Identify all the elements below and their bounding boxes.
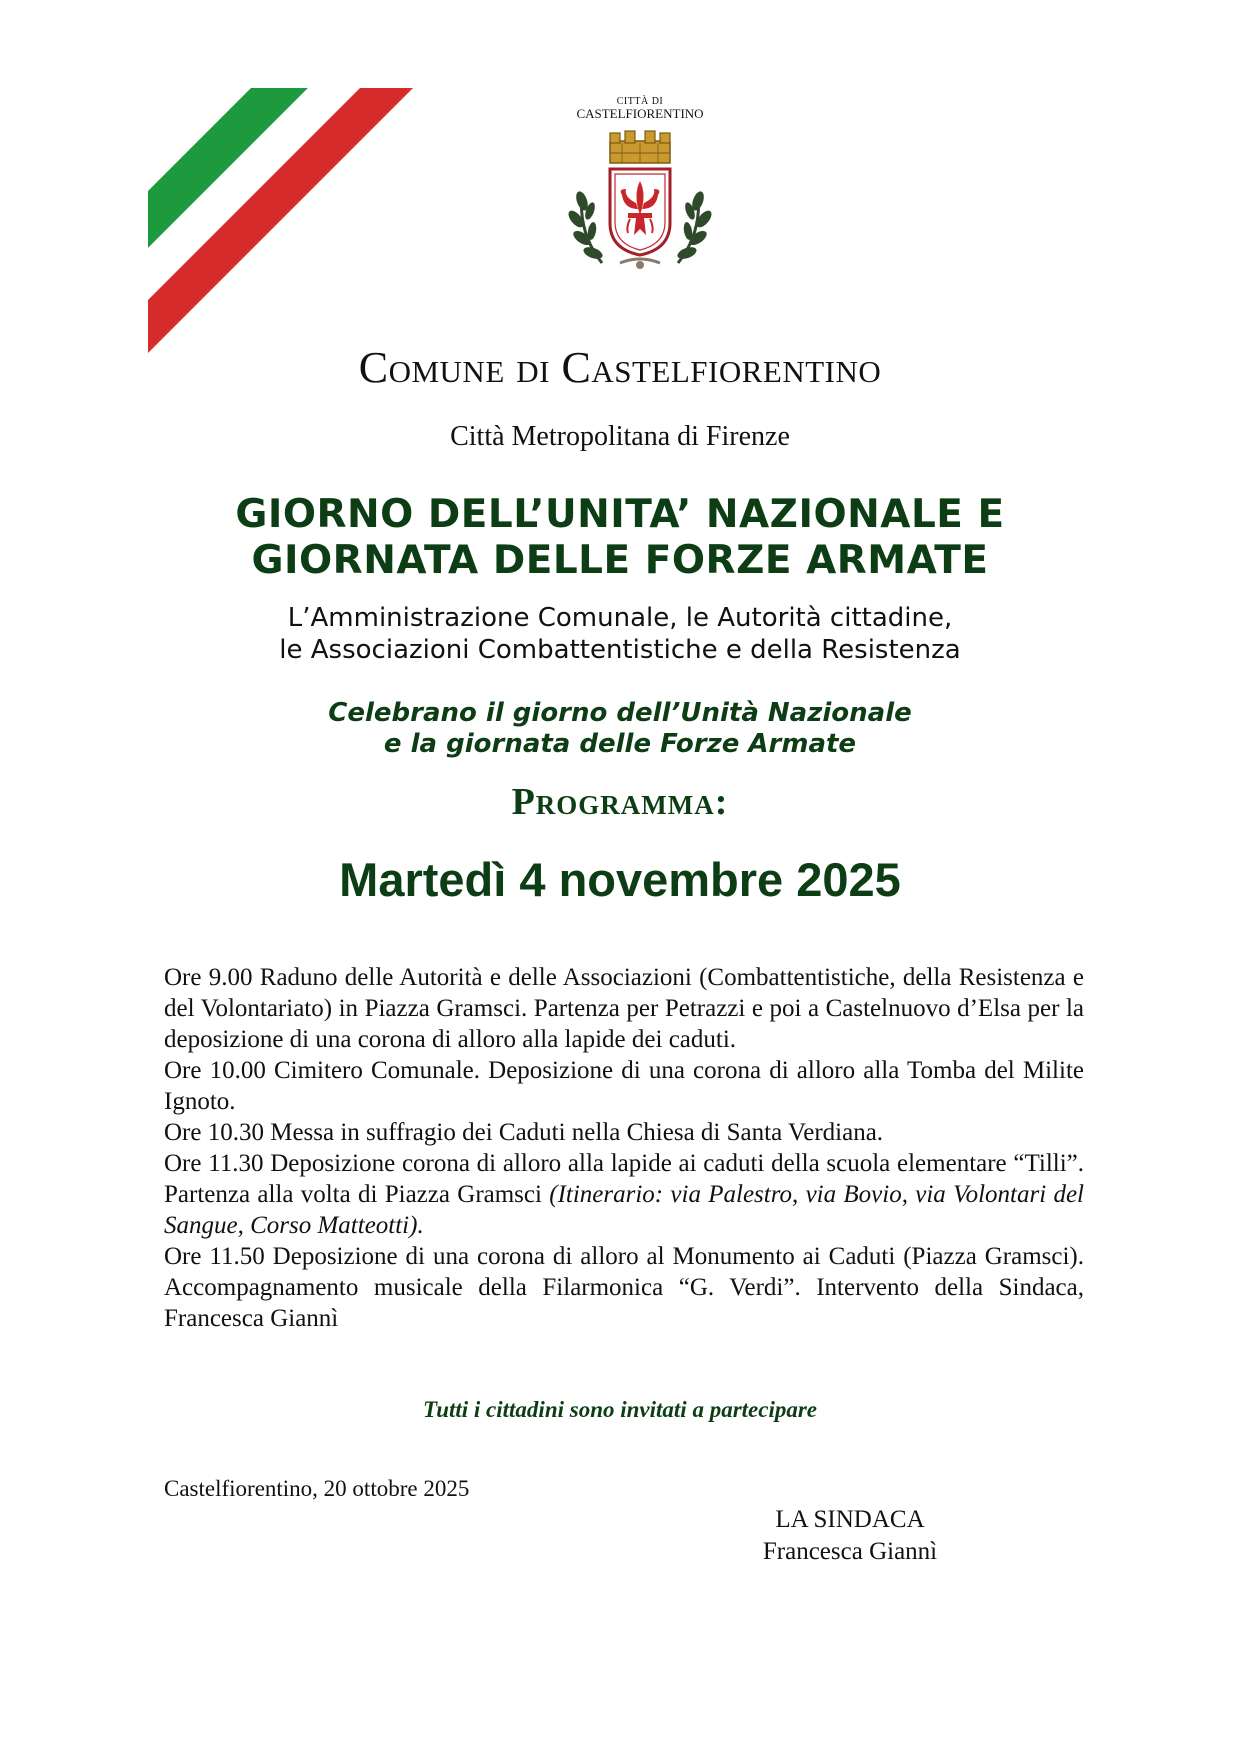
- program-item: Ore 9.00 Raduno delle Autorità e delle Associazioni (Combattentistiche, della Resistenza e del Volontariato) in Piazza Gramsci. Partenza per Petrazzi e poi a Castelnuovo d’Elsa per la deposizione di una corona di alloro alla lapide dei caduti.: [164, 964, 1084, 1053]
- program-item-text: Ore 11.30 Deposizione corona di alloro alla lapide ai caduti della scuola elementare “Tilli”. Partenza alla volta di Piazza Gramsci: [164, 1150, 1084, 1208]
- comune-heading: Comune di Castelfiorentino: [358, 343, 882, 392]
- event-date: Martedì 4 novembre 2025: [339, 853, 901, 906]
- emblem-caption-top: CITTÀ DI: [616, 96, 664, 107]
- signature-role: LA SINDACA: [775, 1506, 925, 1533]
- tricolore-ribbon: [148, 88, 418, 358]
- coat-of-arms-icon: [560, 123, 720, 283]
- metropolitana-subheading: Città Metropolitana di Firenze: [450, 421, 790, 452]
- crown-icon: [610, 131, 670, 163]
- event-title-line-1: GIORNO DELL’UNITA’ NAZIONALE E: [235, 492, 1005, 537]
- programma-heading: Programma:: [511, 781, 729, 823]
- invitation-note: Tutti i cittadini sono invitati a partecipare: [423, 1397, 817, 1422]
- event-title-line-2: GIORNATA DELLE FORZE ARMATE: [251, 538, 989, 583]
- celebrate-line-1: Celebrano il giorno dell’Unità Nazionale: [328, 698, 912, 728]
- intro-line-1: L’Amministrazione Comunale, le Autorità cittadine,: [287, 603, 953, 633]
- program-item: Ore 11.50 Deposizione di una corona di alloro al Monumento ai Caduti (Piazza Gramsci). Accompagnamento musicale della Filarmonica “G. Verdi”. Intervento della Sindaca, Francesca Giannì: [164, 1243, 1084, 1332]
- intro-line-2: le Associazioni Combattentistiche e della Resistenza: [279, 635, 961, 665]
- celebrate-line-2: e la giornata delle Forze Armate: [383, 729, 857, 759]
- program-item-itinerary: (Itinerario: via Palestro, via Bovio, via Volontari del Sangue, Corso Matteotti).: [164, 1181, 1084, 1239]
- program-item: [164, 1148, 1084, 1241]
- intro-text: [0, 602, 1240, 666]
- place-and-date: Castelfiorentino, 20 ottobre 2025: [164, 1476, 470, 1501]
- coat-of-arms: [560, 96, 720, 283]
- program-schedule: [164, 962, 1084, 1334]
- signature-block: [700, 1504, 1000, 1568]
- shield-icon: [610, 169, 670, 255]
- event-title: [0, 492, 1240, 584]
- celebrate-text: [0, 698, 1240, 760]
- program-item: Ore 10.30 Messa in suffragio dei Caduti nella Chiesa di Santa Verdiana.: [164, 1119, 884, 1146]
- program-item: Ore 10.00 Cimitero Comunale. Deposizione di una corona di alloro alla Tomba del Milite Ignoto.: [164, 1057, 1084, 1115]
- emblem-caption-city: CASTELFIORENTINO: [576, 106, 704, 121]
- signature-name: Francesca Giannì: [762, 1538, 938, 1565]
